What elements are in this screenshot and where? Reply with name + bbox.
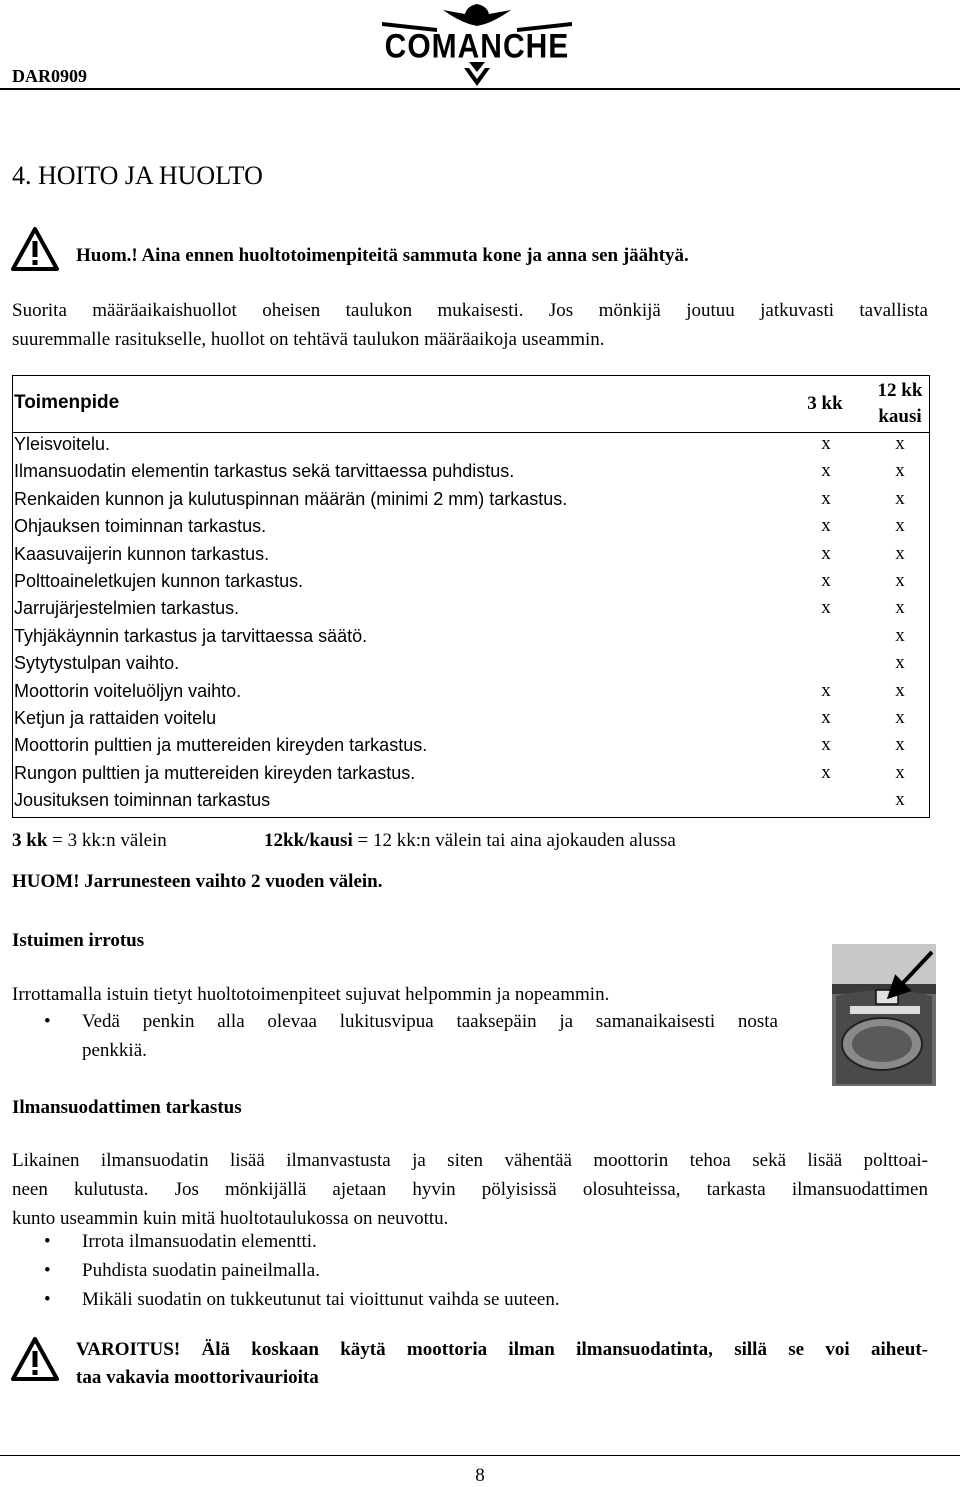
- logo-text: COMANCHE: [384, 27, 570, 66]
- bullet-dot: •: [44, 1231, 51, 1252]
- mark-12kk-cell: x: [895, 761, 905, 783]
- comanche-logo: [372, 0, 582, 86]
- mark-12kk-cell: x: [895, 570, 905, 591]
- header-3kk: 3 kk: [807, 393, 843, 414]
- task-cell: Kaasuvaijerin kunnon tarkastus.: [14, 543, 270, 564]
- legend-3kk-term: 3 kk: [12, 830, 48, 851]
- legend-12kk-def: = 12 kk:n välein tai aina ajokauden alussa: [352, 830, 676, 851]
- warning-triangle-icon: [10, 1336, 60, 1382]
- header-12kk-line2: kausi: [878, 406, 922, 427]
- warning-air-filter: [76, 1336, 928, 1392]
- mark-12kk-cell: x: [895, 515, 905, 537]
- mark-3kk-cell: x: [821, 570, 831, 591]
- table-row: [12, 542, 930, 570]
- footer-rule: [0, 1455, 960, 1456]
- task-cell: Ohjauksen toiminnan tarkastus.: [14, 516, 267, 537]
- task-cell: Ilmansuodatin elementin tarkastus sekä tarvittaessa puhdistus.: [14, 461, 515, 482]
- legend-12kk-term: 12kk/kausi: [264, 830, 353, 851]
- intro-line-1: Suorita määräaikaishuollot oheisen taulukon mukaisesti. Jos mönkijä joutuu jatkuvasti tavallista: [12, 300, 928, 321]
- task-cell: Polttoaineletkujen kunnon tarkastus.: [14, 571, 304, 591]
- task-cell: Jarrujärjestelmien tarkastus.: [14, 598, 240, 619]
- table-row: [12, 459, 930, 487]
- bullet-dot: •: [44, 1260, 51, 1281]
- warning2-line-2: taa vakavia moottorivaurioita: [76, 1367, 319, 1388]
- table-row: [12, 569, 930, 597]
- intro-paragraph: [12, 296, 928, 354]
- header-divider: [0, 88, 960, 90]
- table-row: [12, 706, 930, 734]
- mark-12kk-cell: x: [895, 652, 905, 674]
- table-row: [12, 432, 930, 460]
- mark-3kk-cell: x: [821, 433, 831, 454]
- bullet-dot: •: [44, 1289, 51, 1310]
- mark-3kk-cell: x: [821, 487, 831, 509]
- table-row: [12, 679, 930, 707]
- legend-3kk-def: = 3 kk:n välein: [47, 830, 167, 851]
- mark-12kk-cell: x: [895, 679, 905, 701]
- table-row: [12, 733, 930, 761]
- mark-12kk-cell: x: [895, 597, 905, 619]
- task-cell: Sytytystulpan vaihto.: [14, 653, 180, 674]
- table-row: [12, 761, 930, 789]
- seat-bullet-line-1: Vedä penkin alla olevaa lukitusvipua taaksepäin ja samanaikaisesti nosta: [82, 1011, 778, 1032]
- mark-3kk-cell: x: [821, 679, 831, 701]
- mark-3kk-cell: x: [821, 707, 831, 728]
- section-heading: 4. HOITO JA HUOLTO: [12, 161, 263, 190]
- mark-3kk-cell: x: [821, 597, 831, 619]
- task-cell: Moottorin pulttien ja muttereiden kireyden tarkastus.: [14, 735, 428, 756]
- mark-12kk-cell: x: [895, 707, 905, 728]
- mark-12kk-cell: x: [895, 789, 905, 811]
- page-number: 8: [475, 1465, 485, 1486]
- seat-bullet: [44, 1007, 778, 1065]
- air-filter-paragraph: [12, 1146, 928, 1233]
- table-row: [12, 651, 930, 679]
- mark-3kk-cell: x: [821, 460, 831, 482]
- table-row: [12, 788, 930, 816]
- interval-legend-2: [264, 830, 676, 852]
- mark-12kk-cell: x: [895, 433, 905, 454]
- mark-12kk-cell: x: [895, 487, 905, 509]
- task-cell: Jousituksen toiminnan tarkastus: [14, 790, 271, 811]
- air-bullet-2: [44, 1256, 320, 1285]
- task-cell: Moottorin voiteluöljyn vaihto.: [14, 680, 242, 701]
- mark-12kk-cell: x: [895, 624, 905, 646]
- task-cell: Yleisvoitelu.: [14, 434, 111, 454]
- mark-12kk-cell: x: [895, 542, 905, 564]
- document-code: DAR0909: [12, 66, 87, 86]
- table-row: [12, 596, 930, 624]
- bullet-dot: •: [44, 1011, 51, 1032]
- air-bullet-1-text: Irrota ilmansuodatin elementti.: [82, 1231, 317, 1252]
- warning2-line-1: VAROITUS! Älä koskaan käytä moottoria ilman ilmansuodatinta, sillä se voi aiheut-: [76, 1339, 928, 1360]
- mark-12kk-cell: x: [895, 460, 905, 482]
- header-task: Toimenpide: [14, 392, 120, 413]
- task-cell: Tyhjäkäynnin tarkastus ja tarvittaessa säätö.: [14, 625, 368, 646]
- mark-3kk-cell: x: [821, 761, 831, 783]
- air-line-2: neen kulutusta. Jos mönkijällä ajetaan hyvin pölyisissä olosuhteissa, tarkasta ilmansuodattimen: [12, 1179, 928, 1200]
- intro-line-2: suuremmalle rasitukselle, huollot on tehtävä taulukon määräaikoja useammin.: [12, 329, 605, 350]
- mark-12kk-cell: x: [895, 734, 905, 756]
- task-cell: Ketjun ja rattaiden voitelu: [14, 708, 217, 728]
- interval-legend: [12, 830, 167, 852]
- seat-bullet-line-2: penkkiä.: [82, 1040, 147, 1061]
- task-cell: Renkaiden kunnon ja kulutuspinnan määrän (minimi 2 mm) tarkastus.: [14, 488, 568, 509]
- warning-cooldown-text: Huom.! Aina ennen huoltotoimenpiteitä sammuta kone ja anna sen jäähtyä.: [76, 245, 689, 266]
- seat-removal-title: Istuimen irrotus: [12, 930, 145, 951]
- table-row: [12, 487, 930, 515]
- seat-lever-photo: [832, 944, 936, 1086]
- air-line-1: Likainen ilmansuodatin lisää ilmanvastusta ja siten vähentää moottorin tehoa sekä lisää polttoai-: [12, 1150, 928, 1171]
- mark-3kk-cell: x: [821, 515, 831, 537]
- air-bullet-3-text: Mikäli suodatin on tukkeutunut tai vioittunut vaihda se uuteen.: [82, 1289, 560, 1310]
- table-row: [12, 624, 930, 652]
- mark-3kk-cell: x: [821, 542, 831, 564]
- air-line-3: kunto useammin kuin mitä huoltotaulukossa on neuvottu.: [12, 1208, 449, 1229]
- header-12kk: [870, 378, 930, 430]
- warning-triangle-icon: [10, 226, 60, 272]
- table-row: [12, 514, 930, 542]
- table-header: [12, 375, 930, 432]
- header-12kk-line1: 12 kk: [877, 380, 923, 401]
- air-filter-title: Ilmansuodattimen tarkastus: [12, 1097, 242, 1118]
- mark-3kk-cell: x: [821, 734, 831, 756]
- task-cell: Rungon pulttien ja muttereiden kireyden tarkastus.: [14, 762, 416, 783]
- air-bullet-2-text: Puhdista suodatin paineilmalla.: [82, 1260, 320, 1281]
- seat-removal-text: Irrottamalla istuin tietyt huoltotoimenpiteet sujuvat helpommin ja nopeammin.: [12, 984, 610, 1005]
- brake-fluid-note: HUOM! Jarrunesteen vaihto 2 vuoden välein.: [12, 871, 383, 892]
- air-bullet-3: [44, 1285, 560, 1314]
- air-bullet-1: [44, 1227, 317, 1256]
